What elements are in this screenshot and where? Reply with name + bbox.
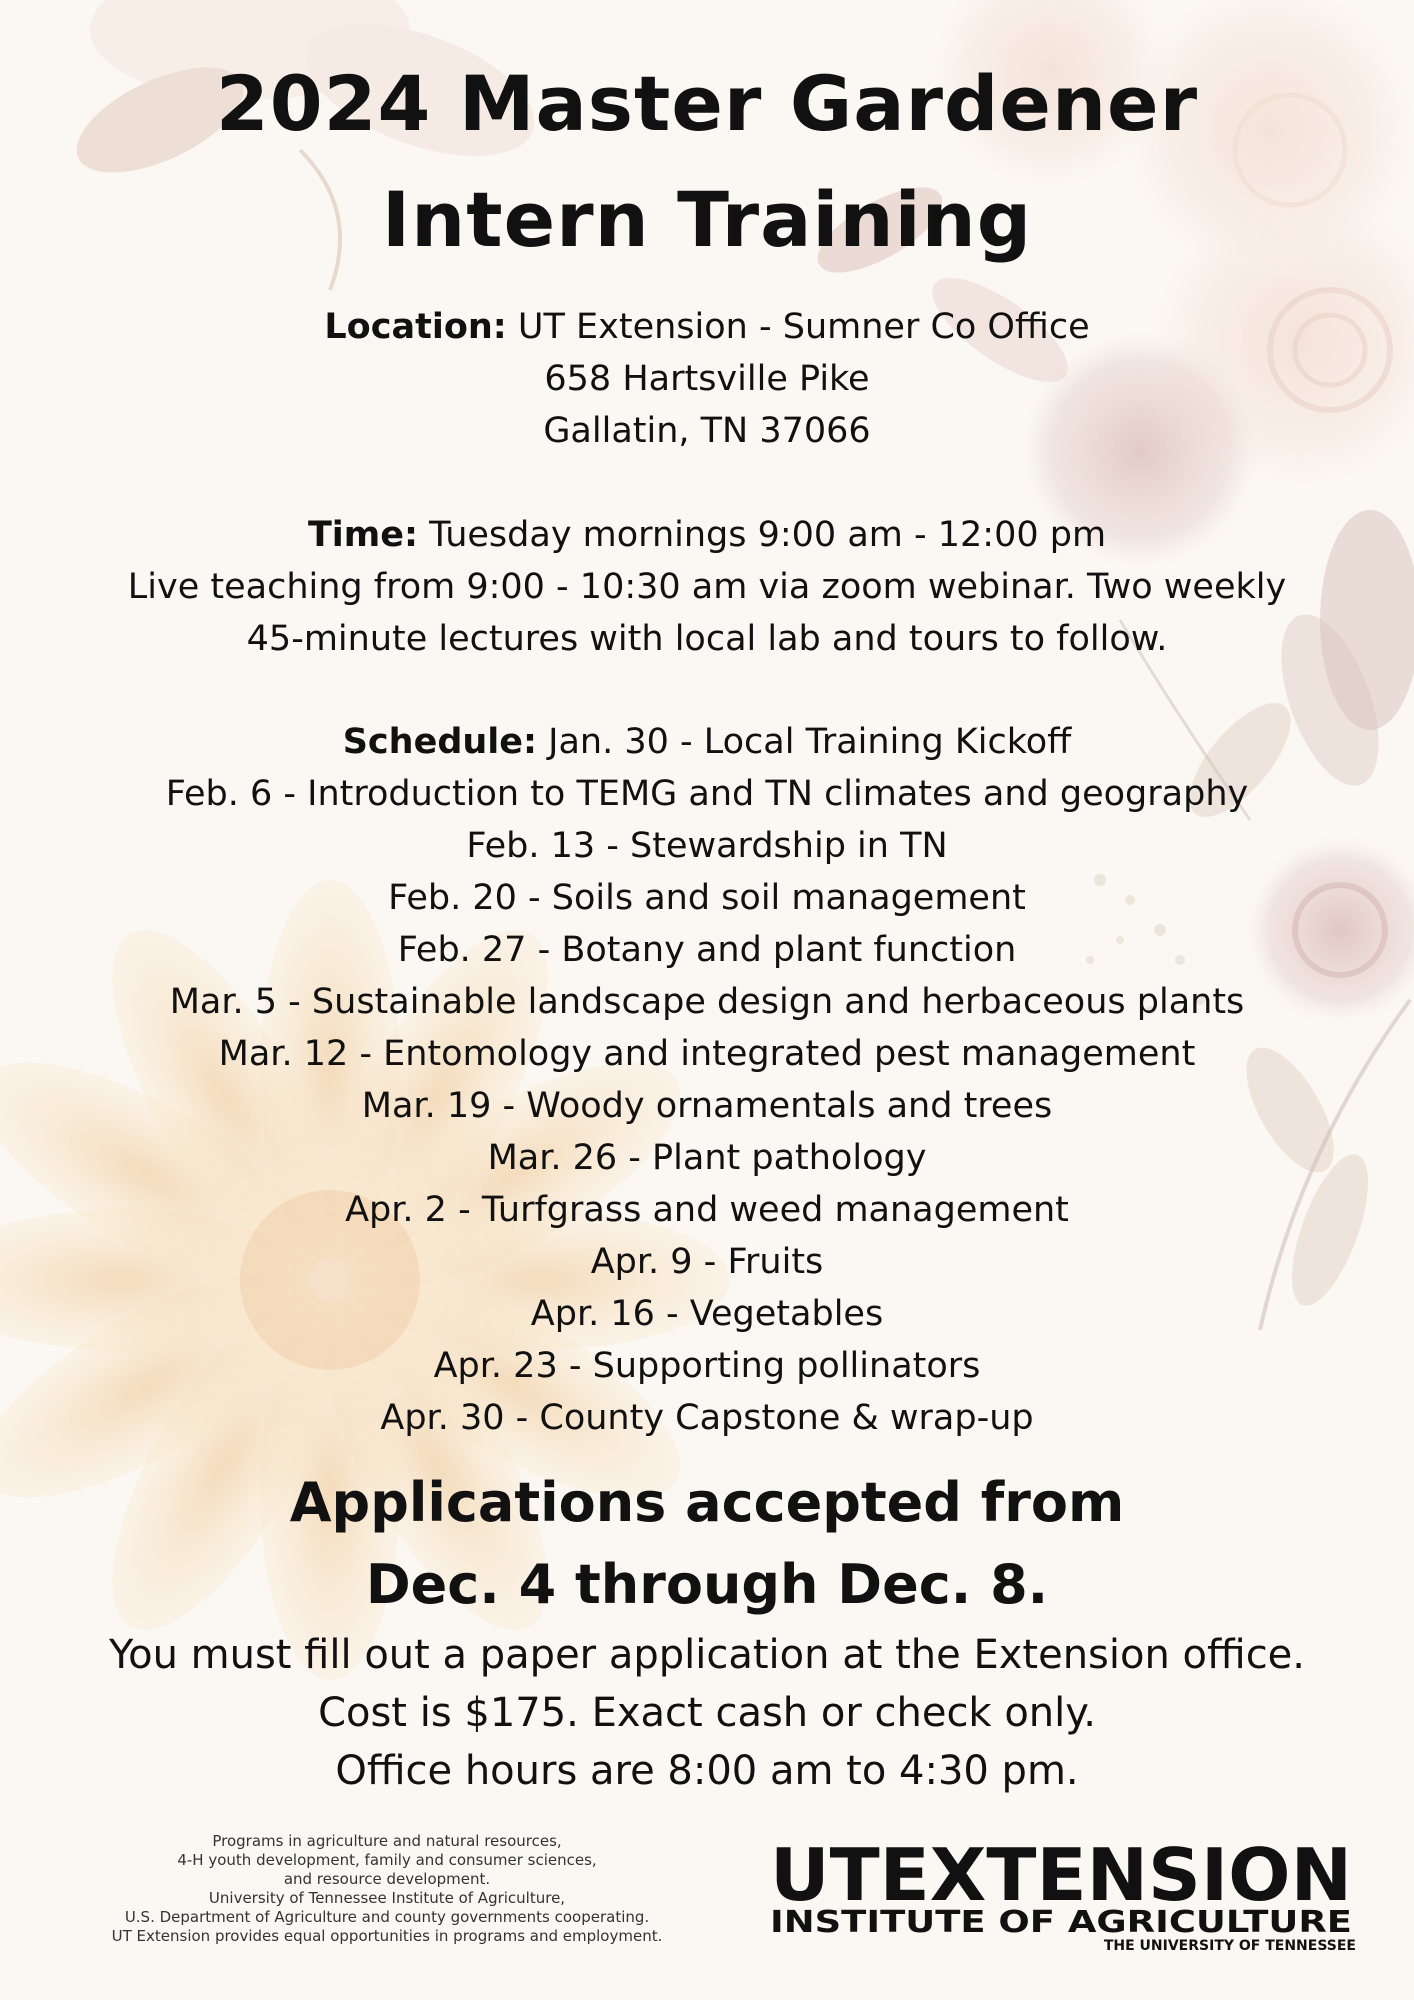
location-street: 658 Hartsville Pike [544, 359, 870, 399]
schedule-item: Apr. 9 - Fruits [590, 1242, 824, 1282]
schedule-item: Apr. 2 - Turfgrass and weed management [345, 1190, 1069, 1230]
schedule-item: Feb. 6 - Introduction to TEMG and TN climates and geography [165, 774, 1249, 814]
schedule-item: Apr. 16 - Vegetables [530, 1294, 884, 1334]
disclaimer-line: University of Tennessee Institute of Agriculture, [208, 1889, 566, 1907]
disclaimer-line: 4-H youth development, family and consumer sciences, [177, 1851, 597, 1869]
schedule-item: Apr. 23 - Supporting pollinators [433, 1346, 981, 1386]
schedule-label: Schedule: [342, 722, 538, 762]
instructions [20, 1626, 1394, 1800]
logo-subtitle: INSTITUTE OF AGRICULTURE [770, 1905, 1352, 1940]
instructions-line-3: Office hours are 8:00 am to 4:30 pm. [335, 1748, 1079, 1794]
location-office: UT Extension - Sumner Co Office [506, 307, 1090, 347]
time-line-2: Live teaching from 9:00 - 10:30 am via zoom webinar. Two weekly [127, 567, 1287, 607]
schedule-item: Mar. 5 - Sustainable landscape design and herbaceous plants [169, 982, 1245, 1022]
location-city: Gallatin, TN 37066 [543, 411, 871, 451]
schedule-item: Mar. 12 - Entomology and integrated pest management [218, 1034, 1196, 1074]
time-section [40, 509, 1374, 665]
logo-mark: UT [770, 1833, 878, 1917]
schedule-item: Mar. 19 - Woody ornamentals and trees [361, 1086, 1053, 1126]
disclaimer-line: UT Extension provides equal opportunities in programs and employment. [111, 1927, 663, 1945]
schedule-section [40, 716, 1374, 1444]
schedule-item: Mar. 26 - Plant pathology [487, 1138, 927, 1178]
instructions-line-1: You must fill out a paper application at the Extension office. [108, 1632, 1306, 1678]
title-line-2: Intern Training [381, 175, 1033, 264]
disclaimer-line: U.S. Department of Agriculture and county governments cooperating. [124, 1908, 650, 1926]
logo-word: EXTENSION [879, 1833, 1344, 1917]
schedule-item: Feb. 20 - Soils and soil management [388, 878, 1026, 918]
location-line-1 [40, 301, 1374, 353]
schedule-item: Apr. 30 - County Capstone & wrap-up [380, 1398, 1034, 1438]
location-section [40, 301, 1374, 457]
ut-extension-logo [768, 1832, 1358, 1952]
time-line-3: 45-minute lectures with local lab and tours to follow. [246, 619, 1168, 659]
schedule-item: Feb. 13 - Stewardship in TN [466, 826, 948, 866]
page-title [0, 46, 1414, 278]
location-label: Location: [324, 307, 507, 347]
applications-line-1: Applications accepted from [289, 1471, 1125, 1534]
schedule-item: Feb. 27 - Botany and plant function [397, 930, 1017, 970]
applications-line-2: Dec. 4 through Dec. 8. [365, 1553, 1049, 1616]
time-label: Time: [307, 515, 419, 555]
applications-heading [0, 1462, 1414, 1626]
disclaimer-line: Programs in agriculture and natural resources, [212, 1832, 562, 1850]
disclaimer [32, 1832, 742, 1946]
logo-university: THE UNIVERSITY OF TENNESSEE [1103, 1938, 1356, 1952]
disclaimer-line: and resource development. [283, 1870, 491, 1888]
time-line-1 [40, 509, 1374, 561]
time-hours: Tuesday mornings 9:00 am - 12:00 pm [418, 515, 1107, 555]
schedule-kickoff: Jan. 30 - Local Training Kickoff [537, 722, 1072, 762]
schedule-line-first [40, 716, 1374, 768]
title-line-1: 2024 Master Gardener [215, 59, 1199, 148]
instructions-line-2: Cost is $175. Exact cash or check only. [318, 1690, 1096, 1736]
